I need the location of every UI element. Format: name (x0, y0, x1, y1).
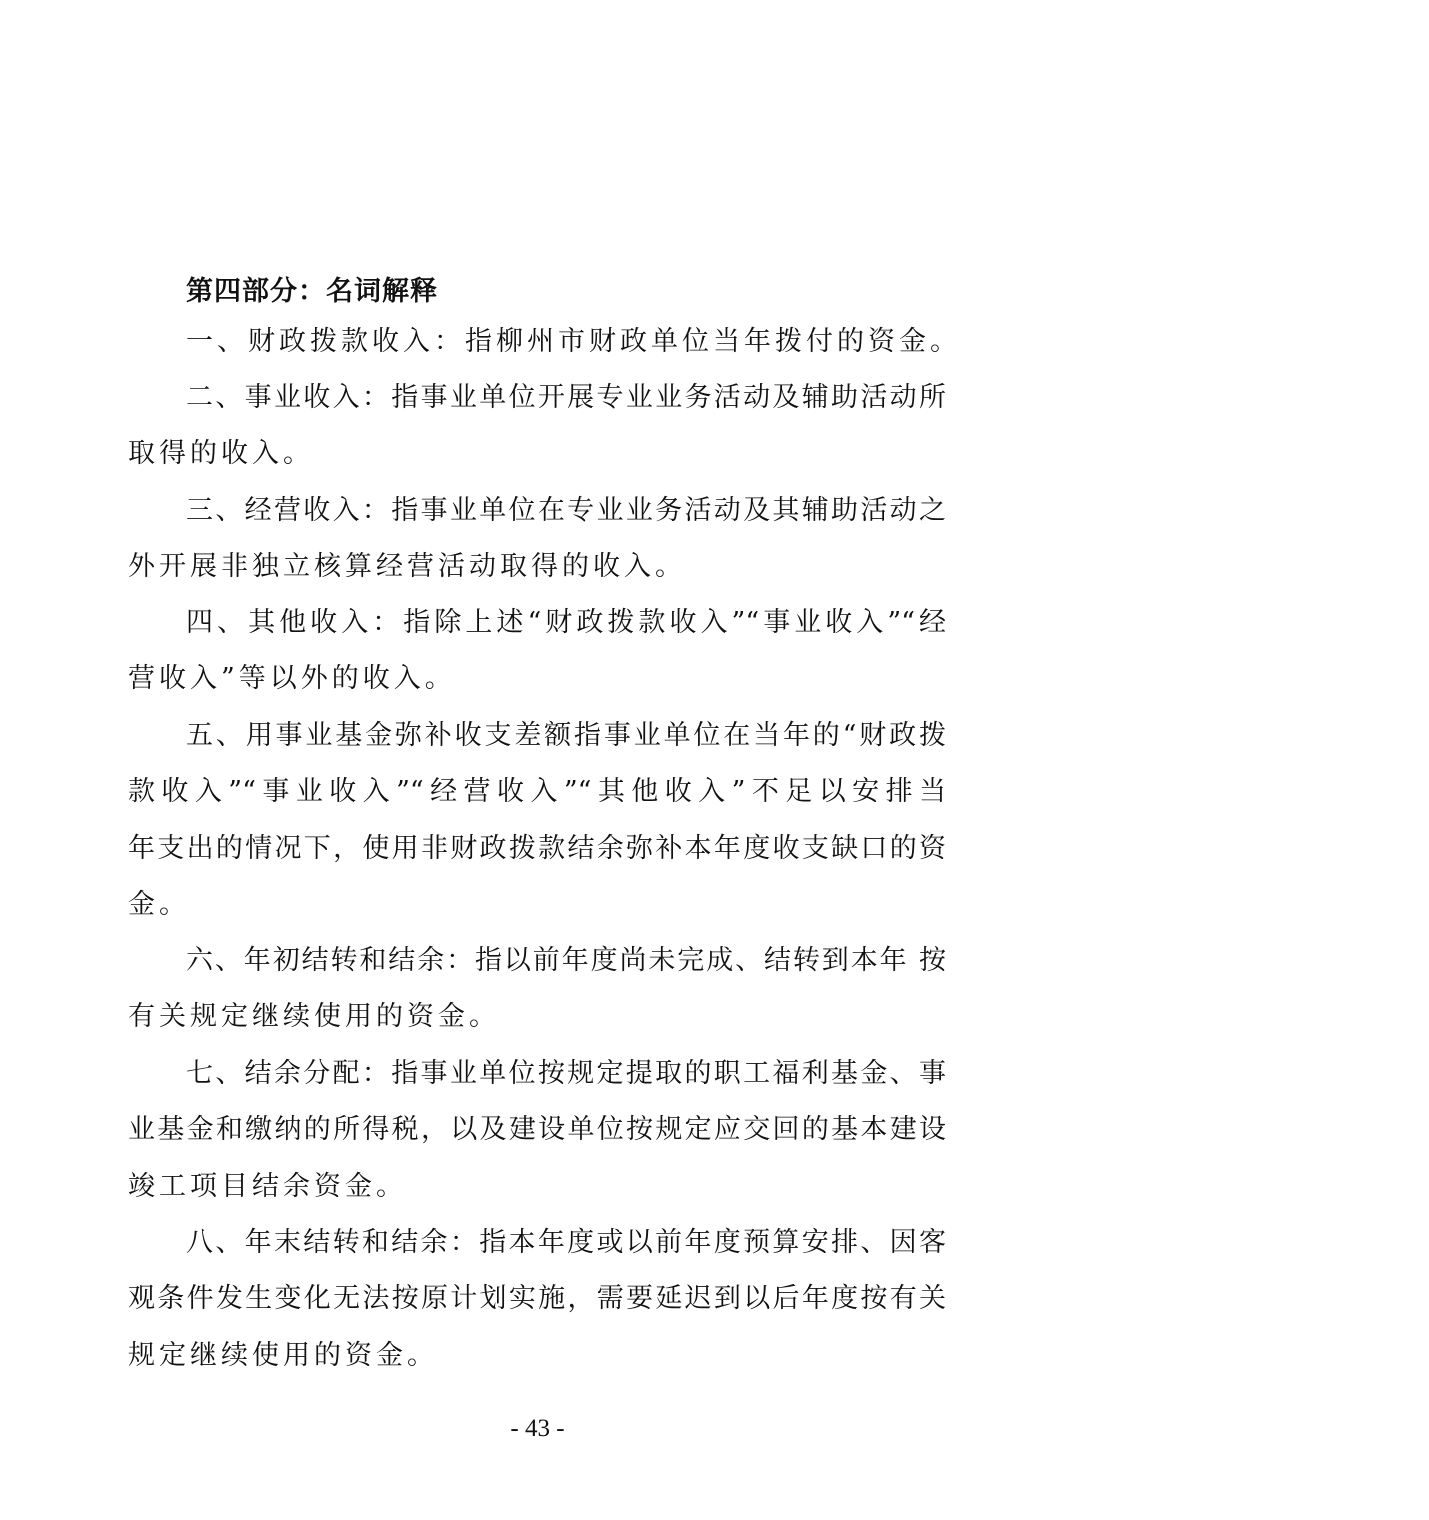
term-5-line-4: 金。 (128, 889, 190, 920)
term-7-line-2: 业基金和缴纳的所得税，以及建设单位按规定应交回的基本建设 (128, 1114, 946, 1145)
term-6-line-1: 六、年初结转和结余：指以前年度尚未完成、结转到本年 按 (186, 945, 946, 976)
term-3-line-2: 外开展非独立核算经营活动取得的收入。 (128, 551, 686, 582)
term-1-line-1: 一、财政拨款收入：指柳州市财政单位当年拨付的资金。 (186, 326, 961, 357)
term-8-line-2: 观条件发生变化无法按原计划实施，需要延迟到以后年度按有关 (128, 1283, 946, 1314)
term-4-line-1: 四、其他收入：指除上述“财政拨款收入”“事业收入”“经 (186, 607, 946, 638)
page-number: - 43 - (510, 1415, 565, 1442)
term-4-line-2: 营收入”等以外的收入。 (128, 663, 456, 694)
term-6-line-2: 有关规定继续使用的资金。 (128, 1001, 500, 1032)
term-2-line-1: 二、事业收入：指事业单位开展专业业务活动及辅助活动所 (186, 382, 946, 413)
term-3-line-1: 三、经营收入：指事业单位在专业业务活动及其辅助活动之 (186, 495, 946, 526)
term-8-line-1: 八、年末结转和结余：指本年度或以前年度预算安排、因客 (186, 1227, 946, 1258)
term-7-line-3: 竣工项目结余资金。 (128, 1171, 407, 1202)
term-5-line-1: 五、用事业基金弥补收支差额指事业单位在当年的“财政拨 (186, 720, 946, 751)
term-5-line-3: 年支出的情况下，使用非财政拨款结余弥补本年度收支缺口的资 (128, 833, 946, 864)
section-heading: 第四部分：名词解释 (186, 276, 438, 307)
term-5-line-2: 款收入”“事业收入”“经营收入”“其他收入”不足以安排当 (128, 776, 946, 807)
term-2-line-2: 取得的收入。 (128, 438, 314, 469)
term-7-line-1: 七、结余分配：指事业单位按规定提取的职工福利基金、事 (186, 1058, 946, 1089)
term-8-line-3: 规定继续使用的资金。 (128, 1340, 438, 1371)
